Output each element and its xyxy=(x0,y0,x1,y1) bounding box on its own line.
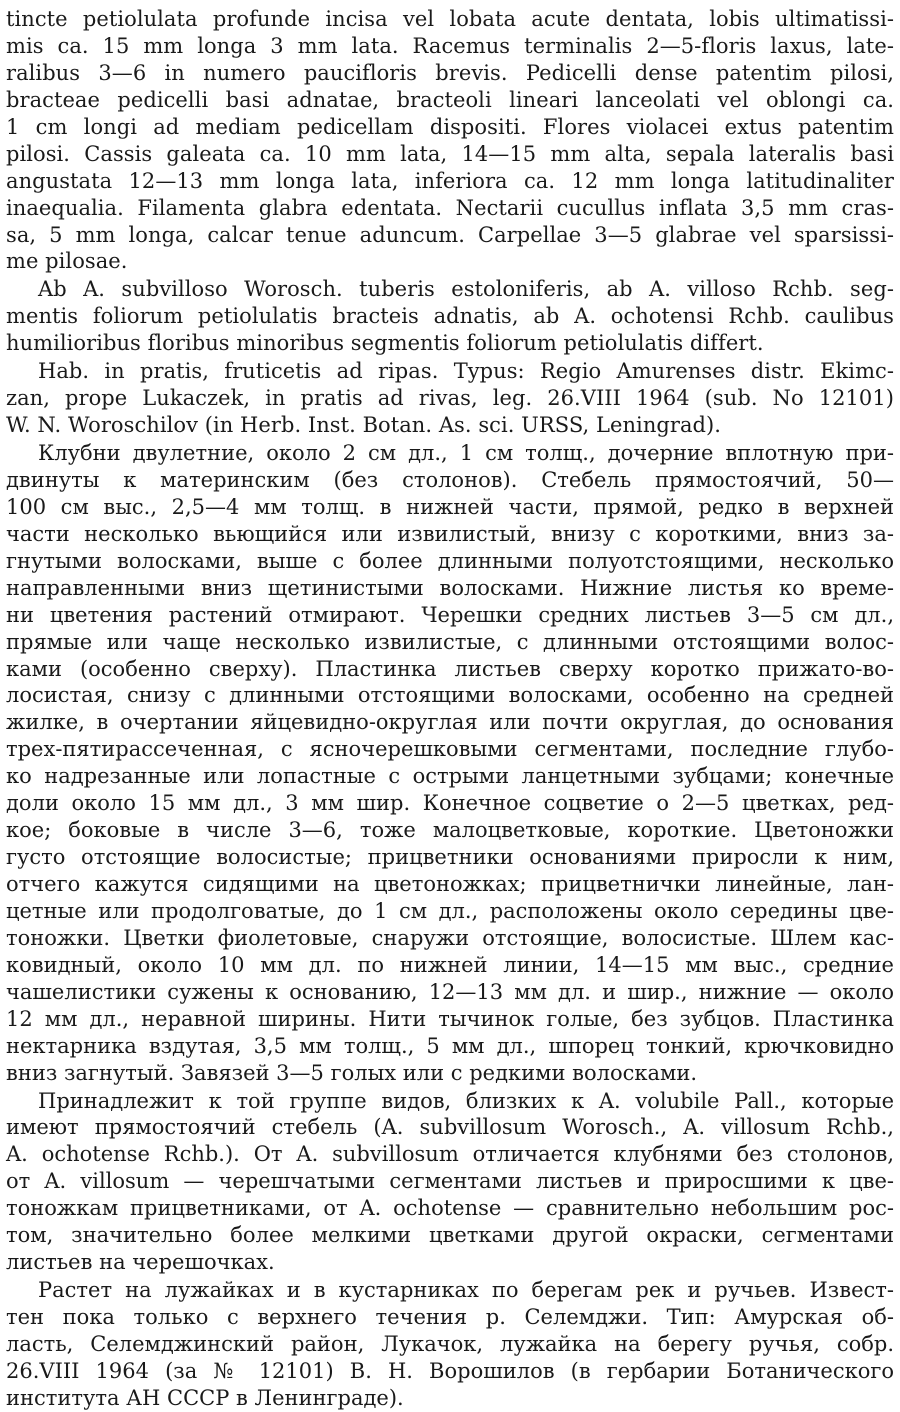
text-line: тоножки. Цветки фиолетовые, снаружи отстоящие, волосистые. Шлем кас- xyxy=(6,925,894,950)
text-line: Hab. in pratis, fruticetis ad ripas. Typus: Regio Amurenses distr. Ekimc- xyxy=(38,359,894,384)
text-line: чашелистики сужены к основанию, 12—13 мм дл. и шир., нижние — около xyxy=(6,979,894,1004)
russian-habitat-paragraph xyxy=(6,1277,894,1412)
text-line: лосистая, снизу с длинными отстоящими волосками, особенно на средней xyxy=(6,683,894,708)
text-line: направленными вниз щетинистыми волосками. Нижние листья ко време- xyxy=(6,575,894,600)
latin-differentia-paragraph xyxy=(6,276,894,357)
text-line: густо отстоящие волосистые; прицветники основаниями приросли к ним, xyxy=(6,845,894,870)
text-line: тен пока только с верхнего течения р. Селемджи. Тип: Амурская об- xyxy=(6,1305,894,1329)
text-line: sa, 5 mm longa, calcar tenue aduncum. Carpellae 3—5 glabrae vel sparsissi- xyxy=(6,222,894,247)
text-line: гнутыми волосками, выше с более длинными полуотстоящими, несколько xyxy=(6,548,894,573)
text-line: ками (особенно сверху). Пластинка листьев сверху коротко прижато-во- xyxy=(6,656,894,681)
text-line: mentis foliorum petiolulatis bracteis adnatis, ab A. ochotensi Rchb. caulibus xyxy=(6,304,894,329)
text-line: отчего кажутся сидящими на цветоножках; прицветнички линейные, лан- xyxy=(6,872,894,896)
text-line: части несколько вьющийся или извилистый, внизу с короткими, вниз за- xyxy=(6,521,894,546)
text-line: Клубни двулетние, около 2 см дл., 1 см толщ., дочерние вплотную при- xyxy=(38,441,894,465)
text-line: mis ca. 15 mm longa 3 mm lata. Racemus terminalis 2—5-floris laxus, late- xyxy=(6,33,894,58)
text-line: института АН СССР в Ленинграде). xyxy=(6,1385,404,1410)
text-line: 12 мм дл., неравной ширины. Нити тычинок голые, без зубцов. Пластинка xyxy=(6,1006,894,1031)
text-line: Растет на лужайках и в кустарниках по берегам рек и ручьев. Извест- xyxy=(38,1278,894,1303)
text-line: tincte petiolulata profunde incisa vel lobata acute dentata, lobis ultimatissi- xyxy=(6,7,894,31)
text-line: ко надрезанные или лопастные с острыми ланцетными зубцами; конечные xyxy=(6,764,894,789)
text-line: том, значительно более мелкими цветками другой окраски, сегментами xyxy=(6,1223,894,1248)
text-line: прямые или чаще несколько извилистые, с длинными отстоящими волос- xyxy=(6,629,894,654)
russian-differentia-paragraph xyxy=(6,1088,894,1277)
text-line: кое; боковые в числе 3—6, тоже малоцветковые, короткие. Цветоножки xyxy=(6,818,894,843)
text-line: 26.VIII 1964 (за № 12101) В. Н. Ворошилов (в гербарии Ботанического xyxy=(6,1358,894,1383)
text-line: ласть, Селемджинский район, Лукачок, лужайка на берегу ручья, собр. xyxy=(6,1331,894,1356)
text-line: жилке, в очертании яйцевидно-округлая или почти округлая, до основания xyxy=(6,710,894,735)
text-line: humilioribus floribus minoribus segmentis foliorum petiolulatis differt. xyxy=(6,331,764,356)
text-line: тоножкам прицветниками, от A. ochotense — сравнительно небольшим рос- xyxy=(6,1196,894,1221)
text-line: ковидный, около 10 мм дл. по нижней линии, 14—15 мм выс., средние xyxy=(6,952,894,977)
text-line: нектарника вздутая, 3,5 мм толщ., 5 мм дл., шпорец тонкий, крючковидно xyxy=(6,1033,894,1058)
text-line: me pilosae. xyxy=(6,249,128,274)
latin-habitat-paragraph xyxy=(6,358,894,439)
text-line: A. ochotense Rchb.). От A. subvillosum отличается клубнями без столонов, xyxy=(6,1142,894,1167)
text-line: вниз загнутый. Завязей 3—5 голых или с редкими волосками. xyxy=(6,1060,698,1085)
text-line: inaequalia. Filamenta glabra edentata. Nectarii cucullus inflata 3,5 mm cras- xyxy=(6,195,894,220)
text-line: angustata 12—13 mm longa lata, inferiora ca. 12 mm longa latitudinaliter xyxy=(6,168,894,193)
text-line: 100 см выс., 2,5—4 мм толщ. в нижней части, прямой, редко в верхней xyxy=(6,494,894,519)
text-line: трех-пятирассеченная, с ясночерешковыми сегментами, последние глубо- xyxy=(6,737,894,762)
text-line: ни цветения растений отмирают. Черешки средних листьев 3—5 см дл., xyxy=(6,602,894,627)
text-line: цетные или продолговатые, до 1 см дл., расположены около середины цве- xyxy=(6,898,894,923)
text-line: имеют прямостоячий стебель (A. subvillosum Worosch., A. villosum Rchb., xyxy=(6,1115,894,1140)
text-line: 1 cm longi ad mediam pedicellam dispositi. Flores violacei extus patentim xyxy=(6,114,894,139)
text-line: pilosi. Cassis galeata ca. 10 mm lata, 14—15 mm alta, sepala lateralis basi xyxy=(6,141,894,166)
text-line: zan, prope Lukaczek, in pratis ad rivas, leg. 26.VIII 1964 (sub. No 12101) xyxy=(6,386,894,411)
text-line: Принадлежит к той группе видов, близких к A. volubile Pall., которые xyxy=(38,1088,894,1113)
text-line: листьев на черешочках. xyxy=(6,1250,275,1275)
text-line: от A. villosum — черешчатыми сегментами листьев и приросшими к цве- xyxy=(6,1169,894,1194)
text-line: двинуты к материнским (без столонов). Стебель прямостоячий, 50— xyxy=(6,467,894,492)
text-line: W. N. Woroschilov (in Herb. Inst. Botan. As. sci. URSS, Leningrad). xyxy=(6,413,722,438)
text-line: Ab A. subvilloso Worosch. tuberis estoloniferis, ab A. villoso Rchb. seg- xyxy=(38,277,894,302)
russian-description-paragraph xyxy=(6,440,894,1087)
text-line: ralibus 3—6 in numero paucifloris brevis. Pedicelli dense patentim pilosi, xyxy=(6,60,894,85)
latin-description-paragraph xyxy=(6,6,894,275)
text-line: доли около 15 мм дл., 3 мм шир. Конечное соцветие о 2—5 цветках, ред- xyxy=(6,791,894,816)
text-line: bracteae pedicelli basi adnatae, bracteoli lineari lanceolati vel oblongi ca. xyxy=(6,87,894,112)
